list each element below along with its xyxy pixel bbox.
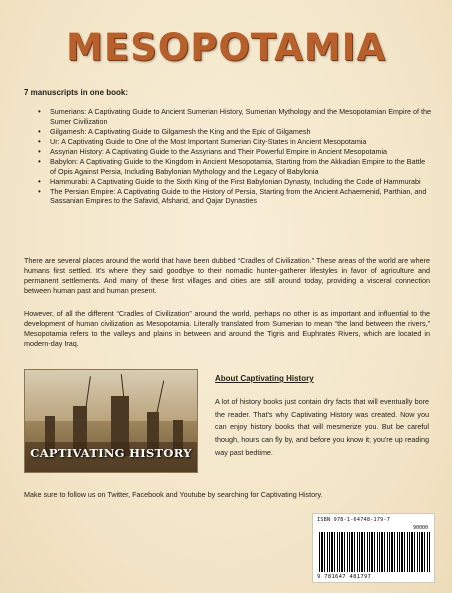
description-paragraph-1: There are several places around the world that have been dubbed “Cradles of Civilization.” These areas of the world are where humans first settled. It's where they said goodbye to their nomadic hunter-gatherer lifestyles in favor of agriculture and permanent settlements. And many of these first villages and cities are still around today, providing a visceral connection between human past and human present.	[24, 256, 430, 295]
book-title: MESOPOTAMIA	[66, 26, 386, 69]
barcode-digits: 9 781647 481797	[317, 574, 372, 580]
list-item: • Hammurabi: A Captivating Guide to the Sixth King of the First Babylonian Dynasty, Including the Code of Hammurabi	[38, 177, 433, 187]
list-item: • Babylon: A Captivating Guide to the Kingdom in Ancient Mesopotamia, Starting from the Akkadian Empire to the Battle of Opis Against Persia, Including Babylonian Mythology and the Legacy of Babylonia	[38, 157, 433, 176]
about-body: A lot of history books just contain dry facts that will eventually bore the reader. That's why Captivating History was created. Now you can enjoy history books that will mesmerize you. But be careful though, hours can fly by, and before you know it; you're up reading way past bedtime.	[215, 397, 429, 457]
manuscript-list	[38, 107, 433, 206]
list-item: • Gilgamesh: A Captivating Guide to Gilgamesh the King and the Epic of Gilgamesh	[38, 127, 433, 137]
publisher-illustration	[24, 369, 198, 473]
price-code: 90000	[412, 525, 428, 531]
barcode-bars	[319, 532, 430, 572]
isbn-number: ISBN 978-1-64748-179-7	[317, 517, 391, 523]
list-item: • Sumerians: A Captivating Guide to Ancient Sumerian History, Sumerian Mythology and the Mesopotamian Empire of the Sumer Civilization	[38, 107, 433, 126]
isbn-barcode	[312, 513, 435, 583]
publisher-logo-text: CAPTIVATING HISTORY	[30, 446, 192, 460]
list-item: • Ur: A Captivating Guide to One of the Most Important Sumerian City-States in Ancient Mesopotamia	[38, 137, 433, 147]
follow-text: Make sure to follow us on Twitter, Facebook and Youtube by searching for Captivating History.	[24, 490, 323, 499]
description-paragraph-2: However, of all the different “Cradles of Civilization” around the world, perhaps no other is as important and influential to the development of human civilization as Mesopotamia. Literally translated from Sumerian to mean “the land between the rivers,” Mesopotamia refers to the valleys and plains in between and around the Tigris and Euphrates Rivers, which are located in modern-day Iraq.	[24, 309, 430, 348]
list-item: • Assyrian History: A Captivating Guide to the Assyrians and Their Powerful Empire in Ancient Mesopotamia	[38, 147, 433, 157]
manuscripts-subtitle: 7 manuscripts in one book:	[24, 88, 129, 97]
list-item: • The Persian Empire: A Captivating Guide to the History of Persia, Starting from the Ancient Achaemenid, Parthian, and Sassanian Empires to the Safavid, Afsharid, and Qajar Dynasties	[38, 187, 433, 206]
about-heading: About Captivating History	[215, 374, 314, 383]
